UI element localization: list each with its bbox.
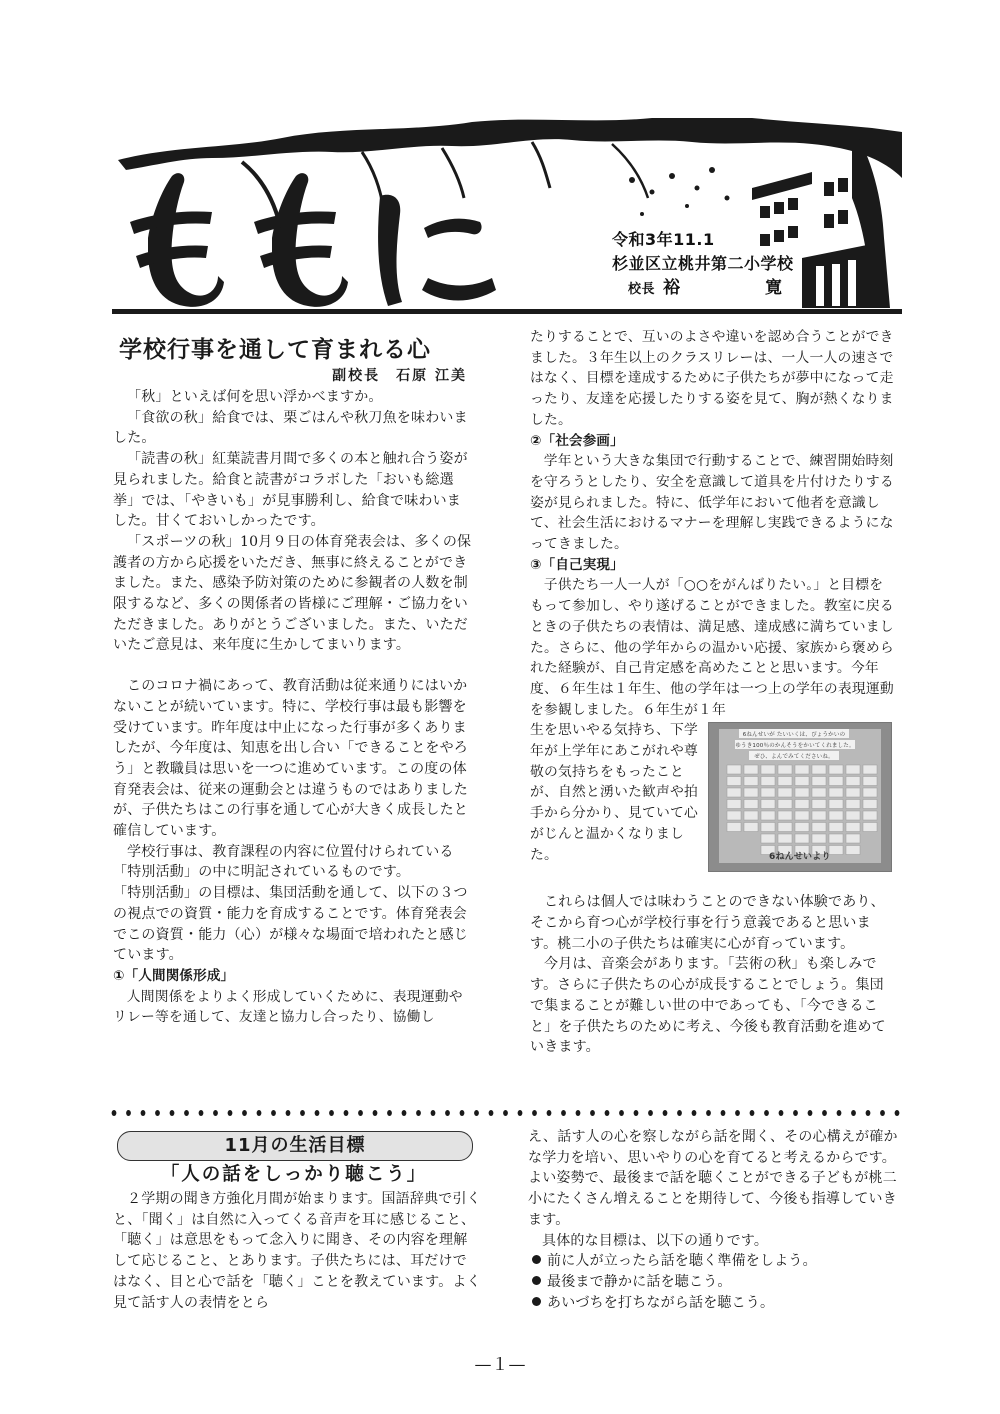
photo-card bbox=[812, 765, 826, 774]
photo-card bbox=[795, 777, 809, 786]
photo-card bbox=[846, 765, 860, 774]
photo-card bbox=[727, 823, 741, 832]
masthead-rule bbox=[112, 309, 902, 314]
article-left-column bbox=[113, 335, 473, 1028]
issue-info bbox=[612, 228, 816, 302]
divider-dot bbox=[764, 1110, 769, 1116]
photo-card bbox=[795, 834, 809, 843]
photo-card bbox=[863, 800, 877, 809]
photo-card bbox=[727, 788, 741, 797]
photo-card bbox=[778, 800, 792, 809]
photo-card bbox=[829, 800, 843, 809]
bullet-icon bbox=[532, 1255, 541, 1264]
photo-card bbox=[829, 811, 843, 820]
divider-dot bbox=[721, 1110, 726, 1116]
article-paragraph: 「特別活動」の目標は、集団活動を通して、以下の３つの視点での資質・能力を育成することです。体育発表会でこの資質・能力（心）が様々な場面で培われたと感じています。 bbox=[113, 885, 468, 964]
divider-dot bbox=[634, 1110, 639, 1116]
photo-card bbox=[846, 846, 860, 855]
divider-dot bbox=[808, 1110, 813, 1116]
photo-card bbox=[778, 777, 792, 786]
divider-dot bbox=[750, 1110, 755, 1116]
photo-card bbox=[829, 777, 843, 786]
section-text-3: 子供たち一人一人が「○○をがんばりたい。」と目標をもって参加し、やり遂げることができました。教室に戻るときの子供たちの表情は、満足感、達成感に満ちていました。さらに、他の学年からの温かい応援、家族から褒められた経験が、自己肯定感を高めたことと思います。今年度、６年生は１年生、他の学年は一つ上の学年の表現運動を参観しました。６年生が１年 bbox=[530, 577, 894, 718]
principal-name: 裕 寛 bbox=[663, 278, 817, 298]
divider-dot bbox=[141, 1110, 146, 1116]
divider-dot bbox=[793, 1110, 798, 1116]
divider-dot bbox=[692, 1110, 697, 1116]
page-number: —１— bbox=[474, 1355, 526, 1375]
article-paragraph: 「秋」といえば何を思い浮かべますか。 bbox=[127, 389, 383, 405]
bullet-icon bbox=[532, 1297, 541, 1306]
bulletin-board-photo bbox=[708, 722, 892, 872]
dotted-divider bbox=[110, 1108, 900, 1118]
photo-card bbox=[727, 800, 741, 809]
section-heading-3: ③「自己実現」 bbox=[530, 556, 624, 573]
divider-dot bbox=[242, 1110, 247, 1116]
photo-card bbox=[795, 811, 809, 820]
divider-dot bbox=[837, 1110, 842, 1116]
photo-card bbox=[761, 823, 775, 832]
divider-dot bbox=[329, 1110, 334, 1116]
article-title: 学校行事を通して育まれる心 bbox=[119, 336, 431, 363]
photo-card bbox=[744, 765, 758, 774]
photo-card bbox=[812, 800, 826, 809]
divider-dot bbox=[315, 1110, 320, 1116]
goal-list-item bbox=[528, 1272, 900, 1293]
closing-paragraph: これらは個人では味わうことのできない体験であり、そこから育つ心が学校行事を行う意義であると思います。桃二小の子供たちは確実に心が育っています。 bbox=[530, 894, 885, 952]
photo-card bbox=[761, 765, 775, 774]
divider-dot bbox=[431, 1110, 436, 1116]
divider-dot bbox=[561, 1110, 566, 1116]
photo-card bbox=[863, 788, 877, 797]
article-paragraph: 「読書の秋」紅葉読書月間で多くの本と触れ合う姿が見られました。給食と読書がコラボした「おいも総選挙」では、「やきいも」が見事勝利し、給食で味わいました。甘くておいしかったです。 bbox=[113, 451, 468, 530]
divider-dot bbox=[677, 1110, 682, 1116]
photo-card bbox=[727, 777, 741, 786]
principal-line bbox=[612, 276, 816, 302]
photo-card bbox=[812, 788, 826, 797]
goal-text-left: ２学期の聞き方強化月間が始まります。国語辞典で引くと、「聞く」は自然に入ってくる音声を耳に感じること、「聴く」は意思をもって念入りに聞き、その内容を理解して応じること、とあります。子供たちには、耳だけではなく、目と心で話を「聴く」ことを教えています。よく見て話す人の表情をとら bbox=[113, 1191, 481, 1311]
photo-card bbox=[744, 823, 758, 832]
photo-card bbox=[863, 777, 877, 786]
photo-card bbox=[795, 823, 809, 832]
photo-card bbox=[761, 834, 775, 843]
article-paragraph: このコロナ禍にあって、教育活動は従来通りにはいかないことが続いています。特に、学校行事は最も影響を受けています。昨年度は中止になった行事が多くありましたが、今年度は、知恵を出し合い「できることをやろう」と教職員は思いを一つに進めています。この度の体育発表会は、従来の運動会とは違うものではありましたが、子供たちはこの行事を通して心が大きく成長したと確信しています。 bbox=[113, 678, 468, 840]
divider-dot bbox=[286, 1110, 291, 1116]
divider-dot bbox=[112, 1110, 117, 1116]
divider-dot bbox=[257, 1110, 262, 1116]
divider-dot bbox=[851, 1110, 856, 1116]
goal-list-item-text: あいづちを打ちながら話を聴こう。 bbox=[547, 1294, 775, 1311]
divider-dot bbox=[184, 1110, 189, 1116]
photo-card bbox=[863, 765, 877, 774]
section-heading-1: ①「人間関係形成」 bbox=[113, 967, 235, 984]
photo-card bbox=[761, 777, 775, 786]
photo-card bbox=[727, 811, 741, 820]
article-author: 副校長 石原 江美 bbox=[332, 368, 467, 384]
photo-footer-text: 6ねんせいより bbox=[769, 852, 831, 863]
section-text-3-wrap: 生を思いやる気持ち、下学年が上学年にあこがれや尊敬の気持ちをもったことが、自然と湧いた歓声や拍手から分かり、見ていて心がじんと温かくなりました。 bbox=[530, 722, 698, 863]
goal-list-item bbox=[528, 1251, 900, 1272]
goal-text-right: え、話す人の心を察しながら話を聞く、その心構えが確かな学力を培い、思いやりの心を育てると考えるからです。よい姿勢で、最後まで話を聴くことができる子どもが桃二小にたくさん増えることを期待して、今後も指導していきます。 bbox=[528, 1129, 898, 1228]
photo-card bbox=[829, 846, 843, 855]
divider-dot bbox=[373, 1110, 378, 1116]
photo-card bbox=[863, 823, 877, 832]
photo-card bbox=[778, 823, 792, 832]
article-paragraph: 学校行事は、教育課程の内容に位置付けられている「特別活動」の中に明記されているものです。 bbox=[113, 843, 454, 881]
goal-list-item-text: 最後まで静かに話を聴こう。 bbox=[547, 1273, 732, 1290]
divider-dot bbox=[228, 1110, 233, 1116]
photo-card bbox=[778, 811, 792, 820]
divider-dot bbox=[779, 1110, 784, 1116]
photo-card bbox=[846, 811, 860, 820]
section-text-2: 学年という大きな集団で行動することで、練習開始時刻を守ろうとしたり、安全を意識して道具を片付けたりする姿が見られました。特に、低学年において他者を意識して、社会生活におけるマナーを理解し実践できるようになってきました。 bbox=[530, 453, 894, 553]
divider-dot bbox=[402, 1110, 407, 1116]
divider-dot bbox=[170, 1110, 175, 1116]
photo-card bbox=[795, 800, 809, 809]
photo-row bbox=[530, 720, 897, 872]
photo-card bbox=[846, 788, 860, 797]
monthly-goal-label: 11月の生活目標 bbox=[117, 1131, 473, 1161]
photo-card bbox=[812, 823, 826, 832]
photo-card bbox=[778, 834, 792, 843]
photo-card bbox=[829, 788, 843, 797]
photo-banner-line-1: 6ねんせいが たいいくは、ぴょうかいの bbox=[742, 732, 846, 739]
photo-card bbox=[863, 811, 877, 820]
goal-list-intro: 具体的な目標は、以下の通りです。 bbox=[542, 1232, 769, 1249]
divider-dot bbox=[547, 1110, 552, 1116]
section-heading-2: ②「社会参画」 bbox=[530, 432, 624, 449]
divider-dot bbox=[735, 1110, 740, 1116]
article-paragraph: 「スポーツの秋」10月９日の体育発表会は、多くの保護者の方から応援をいただき、無事に終えることができました。また、感染予防対策のために参観者の人数を制限するなど、多くの関係者の皆様にご理解・ご協力をいただきました。ありがとうございました。また、いただいたご意見は、来年度に生かしてまいります。 bbox=[113, 533, 472, 654]
photo-artwork bbox=[709, 723, 891, 871]
photo-card bbox=[846, 834, 860, 843]
photo-card bbox=[812, 811, 826, 820]
issue-date: 令和3年11.1 bbox=[612, 230, 715, 249]
divider-dot bbox=[880, 1110, 885, 1116]
divider-dot bbox=[155, 1110, 160, 1116]
article-paragraph: 「食欲の秋」給食では、栗ごはんや秋刀魚を味わいました。 bbox=[113, 409, 468, 447]
divider-dot bbox=[822, 1110, 827, 1116]
photo-card bbox=[829, 765, 843, 774]
photo-card bbox=[727, 765, 741, 774]
divider-dot bbox=[199, 1110, 204, 1116]
photo-banner-line-2: ゆうき100％のかんそうをかいてくれました。 bbox=[735, 743, 855, 750]
principal-label: 校長 bbox=[628, 282, 656, 297]
divider-dot bbox=[358, 1110, 363, 1116]
goal-left-column bbox=[113, 1189, 481, 1313]
photo-card bbox=[846, 823, 860, 832]
photo-card bbox=[846, 800, 860, 809]
photo-card bbox=[829, 834, 843, 843]
photo-card bbox=[778, 788, 792, 797]
monthly-goal-title: 「人の話をしっかり聴こう」 bbox=[160, 1164, 428, 1185]
divider-dot bbox=[474, 1110, 479, 1116]
divider-dot bbox=[648, 1110, 653, 1116]
divider-dot bbox=[518, 1110, 523, 1116]
photo-card bbox=[744, 777, 758, 786]
divider-dot bbox=[344, 1110, 349, 1116]
goal-list-item bbox=[528, 1293, 900, 1314]
school-name: 杉並区立桃井第二小学校 bbox=[612, 254, 794, 273]
divider-dot bbox=[866, 1110, 871, 1116]
divider-dot bbox=[445, 1110, 450, 1116]
divider-dot bbox=[300, 1110, 305, 1116]
photo-card bbox=[761, 811, 775, 820]
article-right-column bbox=[530, 327, 897, 1058]
divider-dot bbox=[387, 1110, 392, 1116]
photo-card bbox=[761, 800, 775, 809]
divider-dot bbox=[576, 1110, 581, 1116]
photo-card bbox=[744, 788, 758, 797]
photo-banner-line-3: ぜひ、よんでみてくださいね。 bbox=[754, 754, 834, 761]
goal-list-item-text: 前に人が立ったら話を聴く準備をしよう。 bbox=[547, 1253, 817, 1270]
photo-card bbox=[812, 777, 826, 786]
photo-card bbox=[744, 811, 758, 820]
goal-right-column bbox=[528, 1127, 900, 1313]
photo-card bbox=[778, 765, 792, 774]
divider-dot bbox=[460, 1110, 465, 1116]
photo-card bbox=[795, 788, 809, 797]
divider-dot bbox=[126, 1110, 131, 1116]
divider-dot bbox=[271, 1110, 276, 1116]
divider-dot bbox=[532, 1110, 537, 1116]
divider-dot bbox=[503, 1110, 508, 1116]
bullet-icon bbox=[532, 1276, 541, 1285]
photo-card bbox=[846, 777, 860, 786]
divider-dot bbox=[605, 1110, 610, 1116]
divider-dot bbox=[663, 1110, 668, 1116]
section-text-1a: 人間関係をよりよく形成していくために、表現運動やリレー等を通して、友達と協力し合ったり、協働し bbox=[113, 988, 463, 1026]
divider-dot bbox=[619, 1110, 624, 1116]
section-text-1b: たりすることで、互いのよさや違いを認め合うことができました。３年生以上のクラスリレーは、一人一人の速さではなく、目標を達成するために子供たちが夢中になって走ったり、友達を応援したりする姿を見て、胸が熱くなりました。 bbox=[530, 329, 894, 428]
closing-paragraph: 今月は、音楽会があります。「芸術の秋」も楽しみです。さらに子供たちの心が成長することでしょう。集団で集まることが難しい世の中であっても、「今できること」を子供たちのために考え、今後も教育活動を進めていきます。 bbox=[530, 956, 886, 1056]
divider-dot bbox=[213, 1110, 218, 1116]
photo-card bbox=[812, 834, 826, 843]
divider-dot bbox=[590, 1110, 595, 1116]
photo-card bbox=[795, 765, 809, 774]
divider-dot bbox=[706, 1110, 711, 1116]
divider-dot bbox=[416, 1110, 421, 1116]
photo-card bbox=[829, 823, 843, 832]
photo-card bbox=[761, 788, 775, 797]
divider-dot bbox=[895, 1110, 900, 1116]
photo-card bbox=[744, 800, 758, 809]
divider-dot bbox=[489, 1110, 494, 1116]
